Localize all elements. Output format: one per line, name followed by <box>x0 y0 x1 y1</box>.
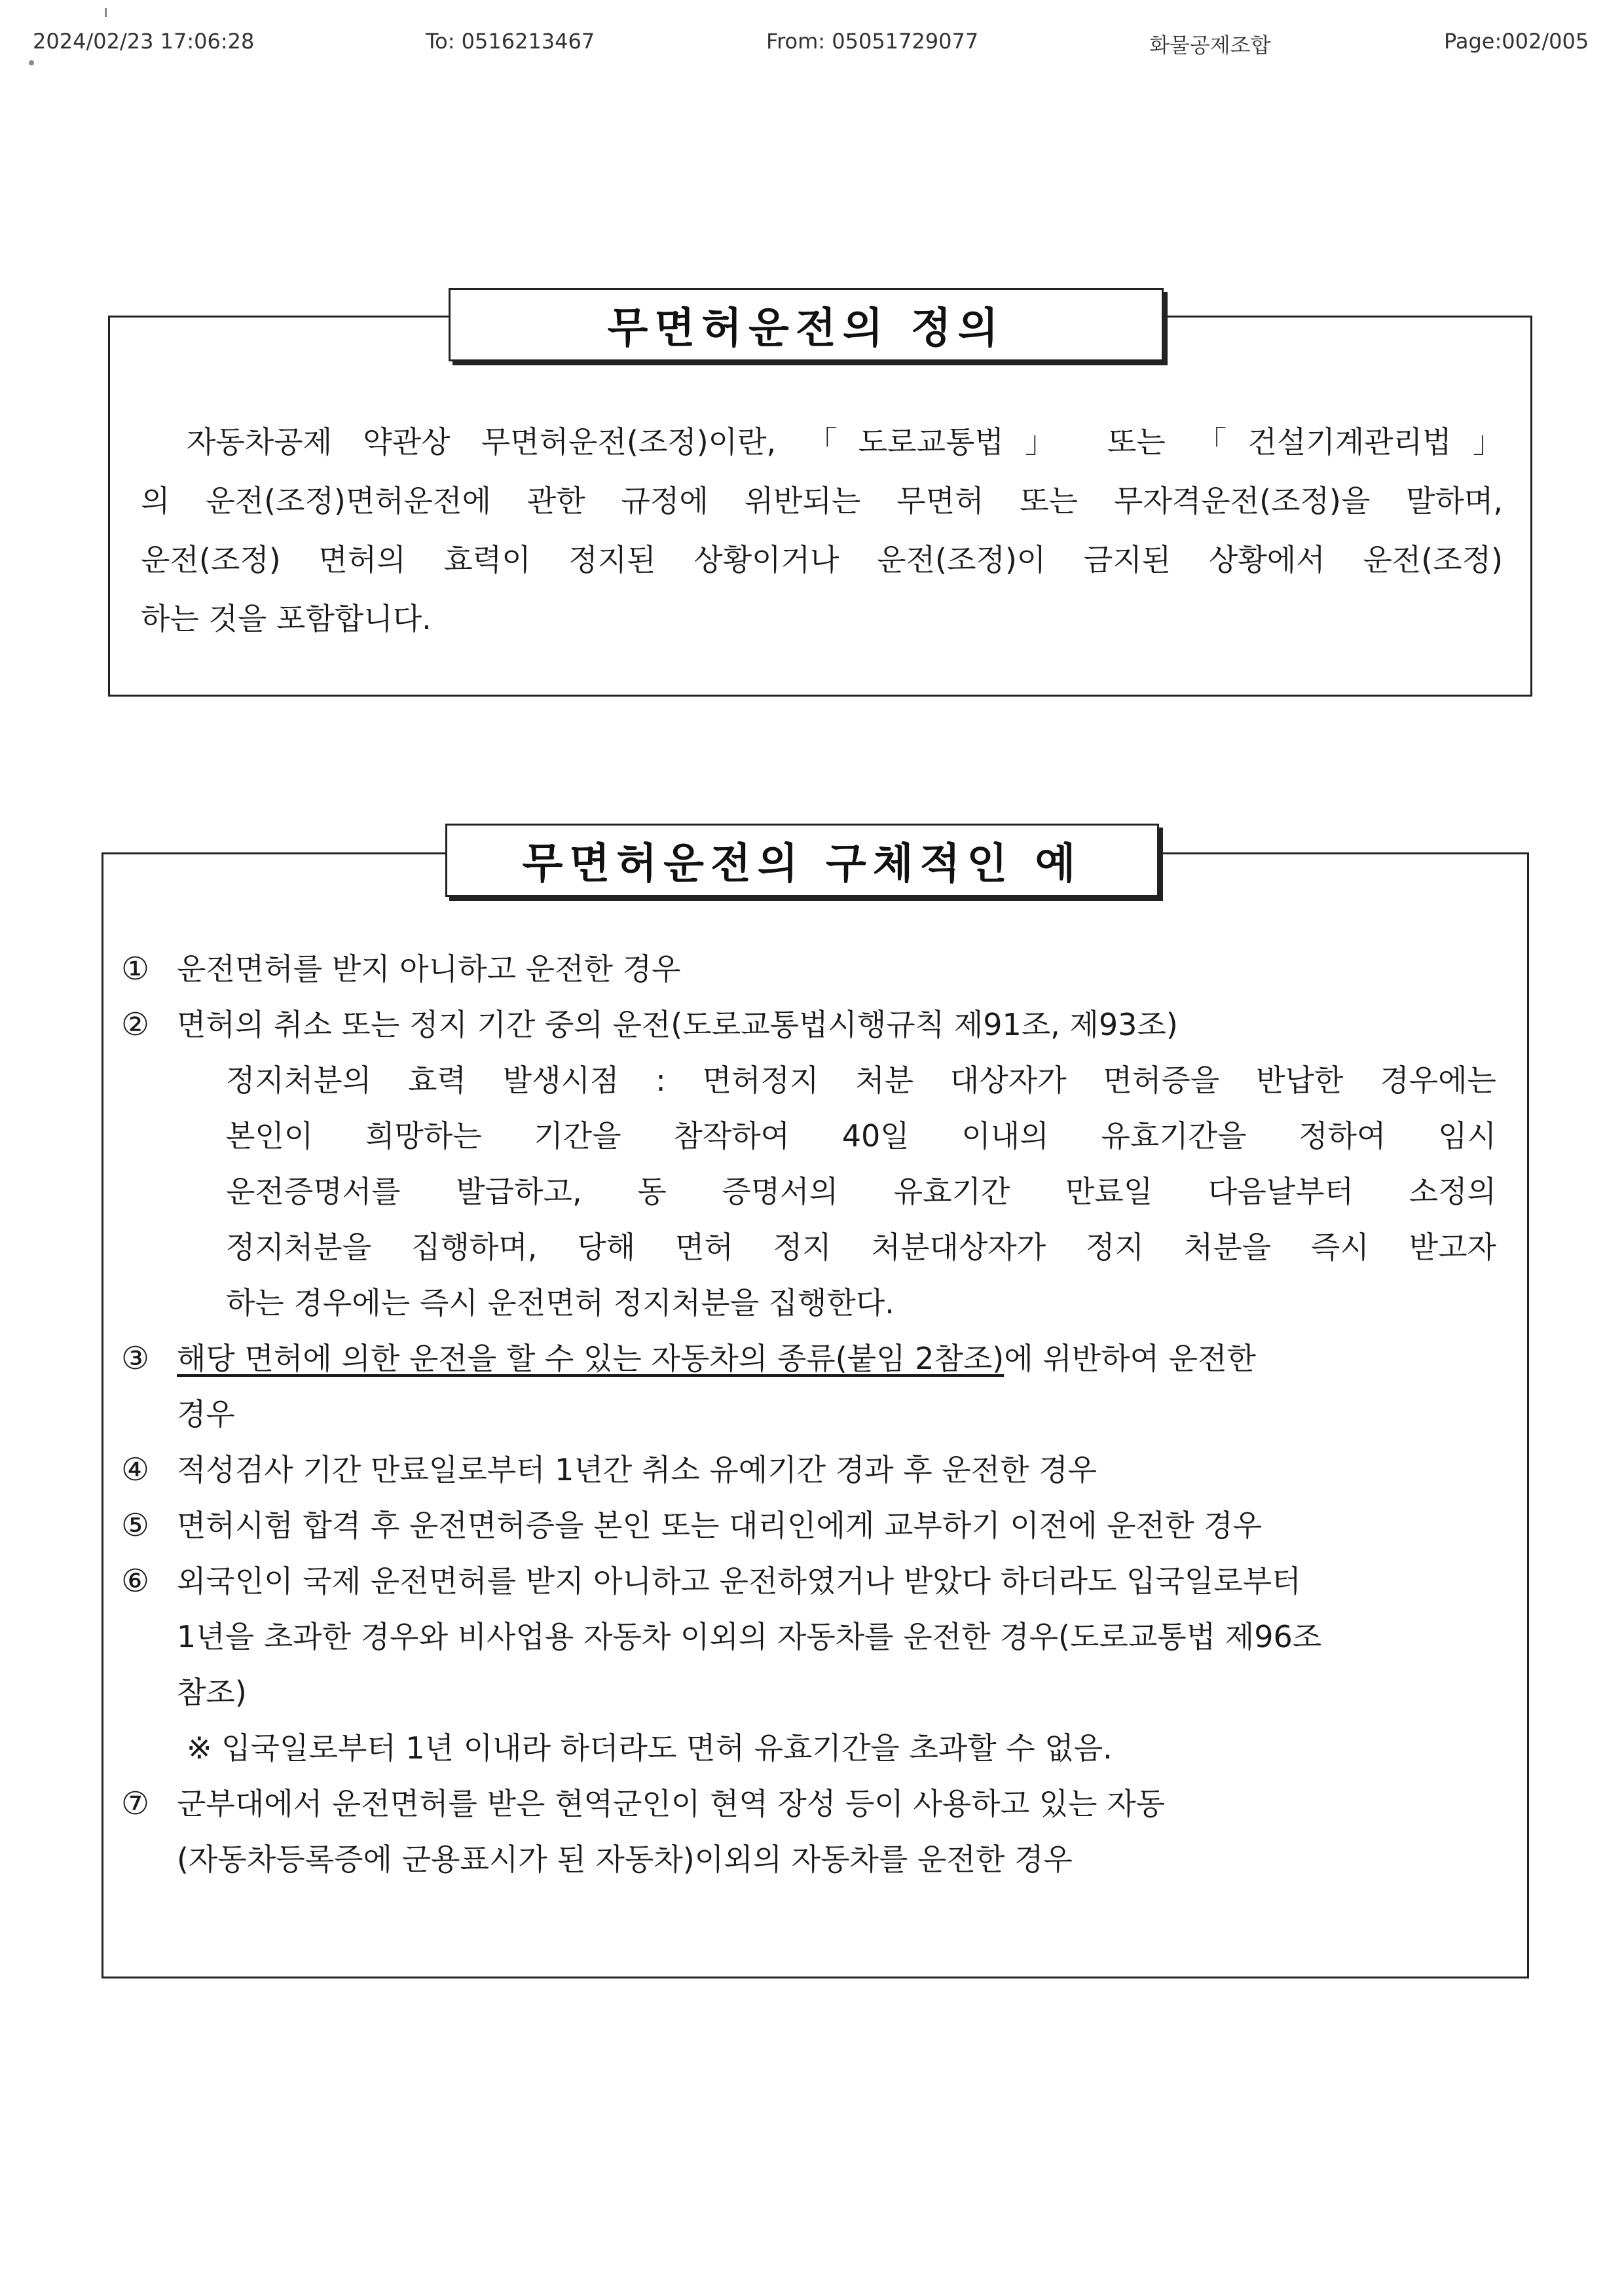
scan-artifact <box>29 60 34 65</box>
item-text: 적성검사 기간 만료일로부터 1년간 취소 유예기간 경과 후 운전한 경우 <box>177 1452 1098 1487</box>
detail-line: 정지처분의 효력 발생시점 : 면허정지 처분 대상자가 면허증을 반납한 경우에는 <box>226 1063 1496 1098</box>
fax-from-number: From: 05051729077 <box>766 29 979 54</box>
item-number: ⑦ <box>121 1785 150 1822</box>
item-6-note: ※ 입국일로부터 1년 이내라 하더라도 면허 유효기간을 초과할 수 없음. <box>187 1730 1113 1766</box>
example-item-6 <box>121 1554 1509 1609</box>
examples-title: 무면허운전의 구체적인 예 <box>445 824 1159 897</box>
item-number: ⑤ <box>121 1507 150 1544</box>
item-continuation: 1년을 초과한 경우와 비사업용 자동차 이외의 자동차를 운전한 경우(도로교통법 제96조 <box>177 1619 1322 1654</box>
item-text: 면허시험 합격 후 운전면허증을 본인 또는 대리인에게 교부하기 이전에 운전한 경우 <box>177 1508 1263 1543</box>
detail-line: 본인이 희망하는 기간을 참작하여 40일 이내의 유효기간을 정하여 임시 <box>226 1118 1496 1154</box>
item-2-detail <box>121 1053 1509 1331</box>
item-text: 외국인이 국제 운전면허를 받지 아니하고 운전하였거나 받았다 하더라도 입국일로부터 <box>177 1563 1301 1599</box>
detail-line: 하는 경우에는 즉시 운전면허 정지처분을 집행한다. <box>226 1285 895 1321</box>
item-number: ② <box>121 1006 150 1043</box>
scan-artifact <box>105 8 107 17</box>
definition-line: 의 운전(조정)면허운전에 관한 규정에 위반되는 무면허 또는 무자격운전(조정)을 말하며, <box>141 483 1503 519</box>
example-item-2 <box>121 997 1509 1053</box>
item-text: 군부대에서 운전면허를 받은 현역군인이 현역 장성 등이 사용하고 있는 자동 <box>177 1786 1166 1821</box>
item-text <box>177 1331 1509 1387</box>
example-item-5 <box>121 1498 1509 1554</box>
fax-to-number: To: 0516213467 <box>426 29 595 54</box>
definition-title: 무면허운전의 정의 <box>449 288 1164 361</box>
definition-text <box>141 412 1503 648</box>
item-text: 면허의 취소 또는 정지 기간 중의 운전(도로교통법시행규칙 제91조, 제93조) <box>177 1007 1178 1042</box>
item-text: 운전면허를 받지 아니하고 운전한 경우 <box>177 951 681 987</box>
item-text-rest: 에 위반하여 운전한 <box>1004 1341 1256 1376</box>
item-continuation: 경우 <box>177 1396 235 1432</box>
fax-datetime: 2024/02/23 17:06:28 <box>33 29 255 54</box>
definition-line: 운전(조정) 면허의 효력이 정지된 상황이거나 운전(조정)이 금지된 상황에서 운전(조정) <box>141 542 1503 577</box>
definition-line: 하는 것을 포함합니다. <box>141 601 432 636</box>
item-number: ③ <box>121 1340 150 1377</box>
fax-header <box>0 29 1624 62</box>
detail-line: 운전증명서를 발급하고, 동 증명서의 유효기간 만료일 다음날부터 소정의 <box>226 1174 1496 1209</box>
detail-line: 정지처분을 집행하며, 당해 면허 정지 처분대상자가 정지 처분을 즉시 받고자 <box>226 1230 1496 1265</box>
item-continuation: (자동차등록증에 군용표시가 된 자동차)이외의 자동차를 운전한 경우 <box>177 1842 1073 1877</box>
fax-page-number: Page:002/005 <box>1444 29 1589 54</box>
item-number: ④ <box>121 1451 150 1488</box>
item-continuation: 참조) <box>177 1675 247 1710</box>
example-item-3 <box>121 1331 1509 1387</box>
example-item-7 <box>121 1776 1509 1832</box>
item-number: ⑥ <box>121 1563 150 1599</box>
example-item-4 <box>121 1442 1509 1498</box>
example-item-1 <box>121 941 1509 997</box>
item-text-underlined: 해당 면허에 의한 운전을 할 수 있는 자동차의 종류(붙임 2참조) <box>177 1341 1005 1376</box>
definition-line: 자동차공제 약관상 무면허운전(조정)이란, 「도로교통법」 또는 「건설기계관리법」 <box>187 424 1503 460</box>
item-number: ① <box>121 951 150 987</box>
examples-list <box>121 941 1509 1887</box>
fax-organization: 화물공제조합 <box>1149 33 1271 58</box>
